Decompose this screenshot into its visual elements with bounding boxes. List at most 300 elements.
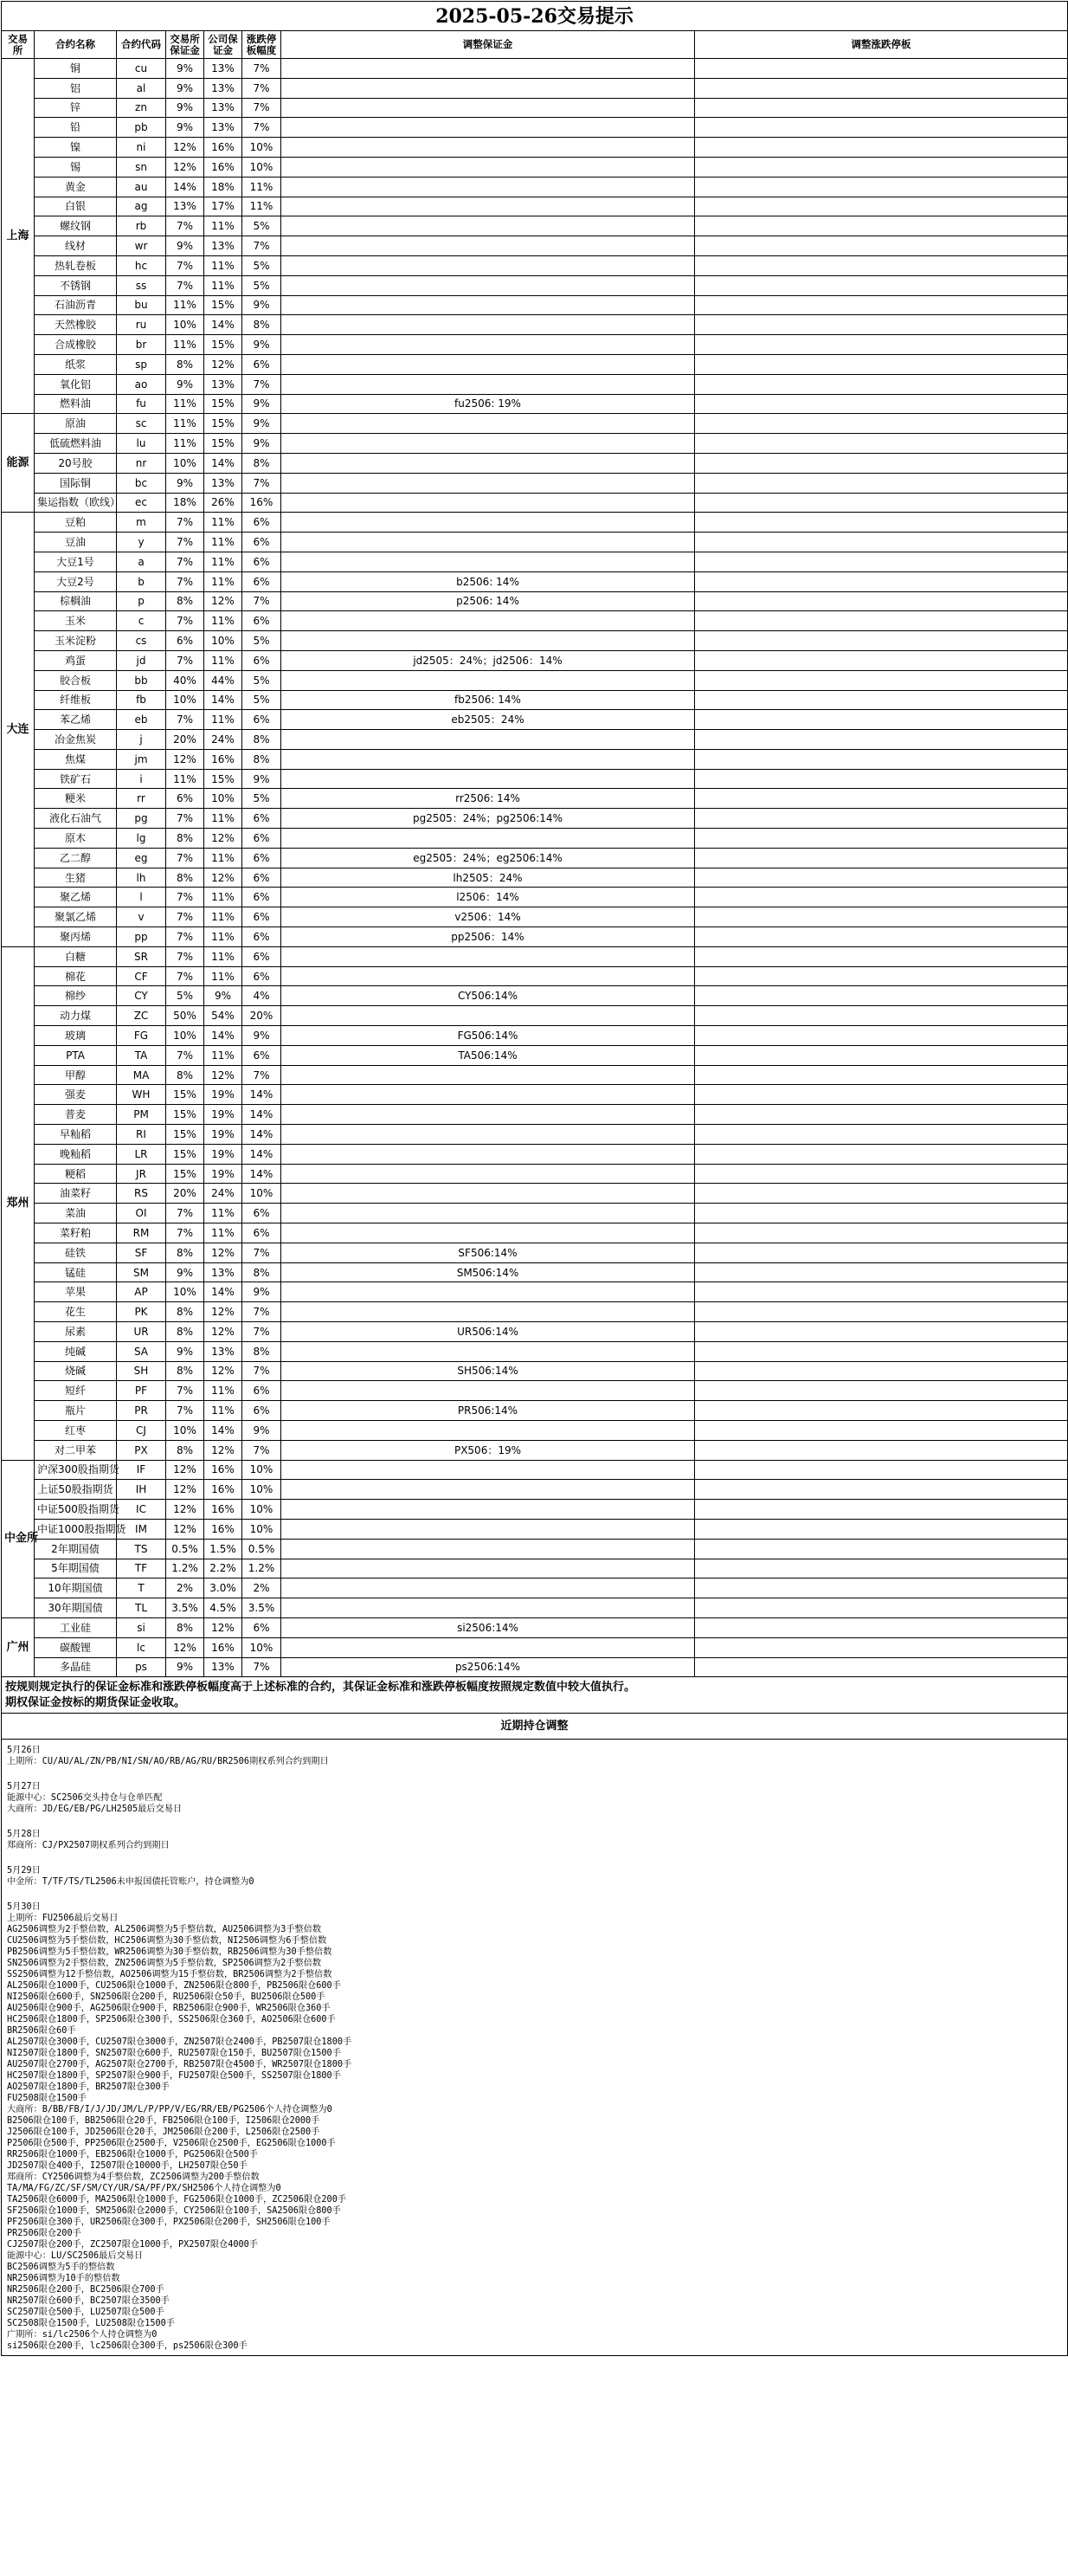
contract-code-cell: sp: [117, 354, 166, 374]
adjusted-limit-cell: [695, 848, 1068, 868]
limit-cell: 7%: [242, 59, 281, 79]
limit-cell: 5%: [242, 631, 281, 651]
exchange-margin-cell: 8%: [166, 1302, 204, 1322]
limit-cell: 8%: [242, 453, 281, 473]
exchange-cell: 中金所: [2, 1460, 35, 1617]
company-margin-cell: 24%: [204, 1184, 242, 1204]
exchange-margin-cell: 12%: [166, 1519, 204, 1539]
table-body: [2, 2, 1068, 2356]
adjusted-margin-cell: p2506: 14%: [281, 591, 695, 611]
contract-name-cell: 棕榈油: [35, 591, 117, 611]
company-margin-cell: 18%: [204, 177, 242, 197]
adjusted-limit-cell: [695, 1598, 1068, 1618]
company-margin-cell: 14%: [204, 315, 242, 335]
limit-cell: 7%: [242, 1302, 281, 1322]
table-row: [2, 1223, 1068, 1243]
table-row: [2, 1125, 1068, 1145]
adjusted-margin-cell: [281, 1598, 695, 1618]
adjusted-margin-cell: rr2506: 14%: [281, 789, 695, 809]
contract-code-cell: T: [117, 1579, 166, 1598]
adjustment-line: NR2507限仓600手，BC2507限仓3500手: [7, 2296, 170, 2307]
adjusted-margin-cell: [281, 295, 695, 315]
adjusted-limit-cell: [695, 78, 1068, 98]
exchange-margin-cell: 11%: [166, 394, 204, 414]
table-row: [2, 1500, 1068, 1520]
limit-cell: 6%: [242, 1401, 281, 1421]
header-limit: 涨跌停板幅度: [242, 31, 281, 59]
table-row: [2, 1341, 1068, 1361]
exchange-margin-cell: 15%: [166, 1085, 204, 1105]
contract-code-cell: RM: [117, 1223, 166, 1243]
adjusted-margin-cell: [281, 354, 695, 374]
contract-name-cell: 铅: [35, 118, 117, 138]
exchange-margin-cell: 8%: [166, 1361, 204, 1381]
contract-name-cell: 中证500股指期货: [35, 1500, 117, 1520]
contract-name-cell: 烧碱: [35, 1361, 117, 1381]
adjusted-limit-cell: [695, 946, 1068, 966]
adjusted-margin-cell: [281, 611, 695, 631]
table-row: [2, 1579, 1068, 1598]
adjustment-line: 郑商所：CY2506调整为4手整倍数，ZC2506调整为200手整倍数: [7, 2172, 260, 2183]
contract-name-cell: 聚乙烯: [35, 888, 117, 907]
company-margin-cell: 13%: [204, 118, 242, 138]
limit-cell: 6%: [242, 611, 281, 631]
company-margin-cell: 13%: [204, 1341, 242, 1361]
contract-name-cell: 工业硅: [35, 1617, 117, 1637]
exchange-margin-cell: 50%: [166, 1006, 204, 1026]
adjusted-margin-cell: lh2505：24%: [281, 868, 695, 888]
contract-name-cell: 菜籽粕: [35, 1223, 117, 1243]
table-row: [2, 513, 1068, 533]
adjusted-margin-cell: [281, 59, 695, 79]
contract-code-cell: ps: [117, 1657, 166, 1677]
adjusted-margin-cell: pg2505：24%；pg2506:14%: [281, 809, 695, 829]
exchange-margin-cell: 40%: [166, 670, 204, 690]
adjusted-margin-cell: si2506:14%: [281, 1617, 695, 1637]
company-margin-cell: 16%: [204, 749, 242, 769]
exchange-margin-cell: 8%: [166, 868, 204, 888]
adjusted-margin-cell: [281, 1559, 695, 1579]
contract-name-cell: 玻璃: [35, 1026, 117, 1046]
table-row: [2, 177, 1068, 197]
adjusted-limit-cell: [695, 986, 1068, 1006]
limit-cell: 14%: [242, 1105, 281, 1125]
adjustment-line: NR2506限仓200手，BC2506限仓700手: [7, 2285, 164, 2295]
adjustment-line: NI2507限仓1800手，SN2507限仓600手，RU2507限仓150手，BU2507限仓1500手: [7, 2049, 341, 2059]
adjusted-limit-cell: [695, 453, 1068, 473]
adjusted-limit-cell: [695, 868, 1068, 888]
adjusted-limit-cell: [695, 1105, 1068, 1125]
contract-name-cell: 苹果: [35, 1282, 117, 1302]
adjusted-limit-cell: [695, 809, 1068, 829]
adjusted-margin-cell: [281, 1144, 695, 1164]
adjustment-line: P2506限仓500手，PP2506限仓2500手，V2506限仓2500手，EG2506限仓1000手: [7, 2139, 336, 2149]
contract-code-cell: pb: [117, 118, 166, 138]
contract-name-cell: 铁矿石: [35, 769, 117, 789]
header-code: 合约代码: [117, 31, 166, 59]
contract-name-cell: 2年期国债: [35, 1539, 117, 1559]
table-row: [2, 473, 1068, 493]
contract-code-cell: ec: [117, 493, 166, 513]
adjusted-limit-cell: [695, 1125, 1068, 1145]
adjusted-margin-cell: [281, 98, 695, 118]
exchange-margin-cell: 14%: [166, 177, 204, 197]
limit-cell: 8%: [242, 315, 281, 335]
exchange-margin-cell: 7%: [166, 927, 204, 947]
company-margin-cell: 11%: [204, 1223, 242, 1243]
company-margin-cell: 14%: [204, 1282, 242, 1302]
contract-name-cell: 聚氯乙烯: [35, 907, 117, 927]
company-margin-cell: 15%: [204, 434, 242, 454]
company-margin-cell: 16%: [204, 1637, 242, 1657]
table-row: [2, 1381, 1068, 1401]
contract-name-cell: 低硫燃料油: [35, 434, 117, 454]
adjusted-margin-cell: [281, 1065, 695, 1085]
limit-cell: 14%: [242, 1164, 281, 1184]
limit-cell: 5%: [242, 255, 281, 275]
exchange-margin-cell: 9%: [166, 98, 204, 118]
adjusted-limit-cell: [695, 591, 1068, 611]
contract-code-cell: al: [117, 78, 166, 98]
contract-code-cell: zn: [117, 98, 166, 118]
adjusted-limit-cell: [695, 1401, 1068, 1421]
limit-cell: 0.5%: [242, 1539, 281, 1559]
adjustment-line: AU2506限仓900手，AG2506限仓900手，RB2506限仓900手，WR2506限仓360手: [7, 2004, 331, 2014]
adjustment-line: HC2506限仓1800手，SP2506限仓300手，SS2506限仓360手，AO2506限仓600手: [7, 2015, 336, 2025]
adjusted-margin-cell: fu2506: 19%: [281, 394, 695, 414]
adjusted-margin-cell: [281, 946, 695, 966]
adjustment-line: CJ2507限仓200手，ZC2507限仓1000手，PX2507限仓4000手: [7, 2240, 258, 2250]
limit-cell: 7%: [242, 1657, 281, 1677]
contract-code-cell: RI: [117, 1125, 166, 1145]
company-margin-cell: 12%: [204, 1361, 242, 1381]
contract-code-cell: nr: [117, 453, 166, 473]
company-margin-cell: 11%: [204, 533, 242, 552]
adjustment-line: 大商所：B/BB/FB/I/J/JD/JM/L/P/PP/V/EG/RR/EB/PG2506个人持仓调整为0: [7, 2105, 332, 2115]
contract-code-cell: l: [117, 888, 166, 907]
table-row: [2, 1519, 1068, 1539]
adjustment-line: 郑商所：CJ/PX2507期权系列合约到期日: [7, 1841, 170, 1851]
header-adj-margin: 调整保证金: [281, 31, 695, 59]
contract-code-cell: SF: [117, 1243, 166, 1262]
table-row: [2, 1085, 1068, 1105]
recent-adjustments-body: [2, 1740, 1068, 2356]
contract-code-cell: cu: [117, 59, 166, 79]
contract-name-cell: 集运指数（欧线）: [35, 493, 117, 513]
contract-name-cell: 大豆2号: [35, 571, 117, 591]
adjustment-line: AO2507限仓1800手，BR2507限仓300手: [7, 2082, 170, 2093]
adjusted-margin-cell: [281, 216, 695, 236]
exchange-margin-cell: 10%: [166, 1026, 204, 1046]
table-row: [2, 946, 1068, 966]
exchange-margin-cell: 7%: [166, 888, 204, 907]
company-margin-cell: 16%: [204, 1460, 242, 1480]
company-margin-cell: 11%: [204, 848, 242, 868]
contract-name-cell: 硅铁: [35, 1243, 117, 1262]
contract-code-cell: bb: [117, 670, 166, 690]
adjusted-margin-cell: [281, 1500, 695, 1520]
exchange-margin-cell: 13%: [166, 197, 204, 216]
contract-name-cell: 白银: [35, 197, 117, 216]
company-margin-cell: 3.0%: [204, 1579, 242, 1598]
adjusted-margin-cell: [281, 1381, 695, 1401]
adjusted-margin-cell: eg2505：24%；eg2506:14%: [281, 848, 695, 868]
page-title: 2025-05-26交易提示: [2, 2, 1068, 31]
limit-cell: 10%: [242, 1480, 281, 1500]
contract-code-cell: AP: [117, 1282, 166, 1302]
company-margin-cell: 15%: [204, 394, 242, 414]
contract-code-cell: LR: [117, 1144, 166, 1164]
adjustment-line: CU2506调整为5手整倍数，HC2506调整为30手整倍数，NI2506调整为6手整倍数: [7, 1936, 327, 1947]
contract-code-cell: lu: [117, 434, 166, 454]
limit-cell: 6%: [242, 552, 281, 571]
exchange-margin-cell: 5%: [166, 986, 204, 1006]
exchange-margin-cell: 6%: [166, 789, 204, 809]
adjusted-limit-cell: [695, 434, 1068, 454]
contract-name-cell: 晚籼稻: [35, 1144, 117, 1164]
adjusted-limit-cell: [695, 1480, 1068, 1500]
adjusted-limit-cell: [695, 275, 1068, 295]
table-row: [2, 571, 1068, 591]
contract-code-cell: bu: [117, 295, 166, 315]
adjusted-limit-cell: [695, 907, 1068, 927]
contract-name-cell: 线材: [35, 236, 117, 256]
company-margin-cell: 13%: [204, 473, 242, 493]
contract-code-cell: pg: [117, 809, 166, 829]
contract-name-cell: 上证50股指期货: [35, 1480, 117, 1500]
contract-code-cell: MA: [117, 1065, 166, 1085]
company-margin-cell: 2.2%: [204, 1559, 242, 1579]
table-row: [2, 1204, 1068, 1223]
contract-code-cell: sc: [117, 414, 166, 434]
adjusted-margin-cell: [281, 1184, 695, 1204]
company-margin-cell: 16%: [204, 1480, 242, 1500]
table-row: [2, 197, 1068, 216]
exchange-margin-cell: 7%: [166, 650, 204, 670]
table-row: [2, 1144, 1068, 1164]
company-margin-cell: 11%: [204, 513, 242, 533]
company-margin-cell: 19%: [204, 1125, 242, 1145]
adjusted-margin-cell: UR506:14%: [281, 1322, 695, 1342]
exchange-margin-cell: 20%: [166, 1184, 204, 1204]
adjusted-limit-cell: [695, 571, 1068, 591]
adjusted-limit-cell: [695, 927, 1068, 947]
limit-cell: 6%: [242, 966, 281, 986]
table-row: [2, 710, 1068, 730]
adjusted-margin-cell: [281, 769, 695, 789]
limit-cell: 10%: [242, 1637, 281, 1657]
adjustment-line: SN2506调整为2手整倍数，ZN2506调整为5手整倍数，SP2506调整为2手整倍数: [7, 1959, 322, 1969]
contract-name-cell: 30年期国债: [35, 1598, 117, 1618]
adjusted-margin-cell: [281, 1085, 695, 1105]
header-ex-margin: 交易所保证金: [166, 31, 204, 59]
adjusted-margin-cell: [281, 829, 695, 849]
contract-name-cell: 棉花: [35, 966, 117, 986]
contract-code-cell: lh: [117, 868, 166, 888]
limit-cell: 6%: [242, 533, 281, 552]
company-margin-cell: 15%: [204, 769, 242, 789]
adjustment-line: NI2506限仓600手，SN2506限仓200手，RU2506限仓50手，BU2506限仓500手: [7, 1992, 325, 2003]
exchange-margin-cell: 8%: [166, 1322, 204, 1342]
contract-name-cell: 原木: [35, 829, 117, 849]
limit-cell: 7%: [242, 591, 281, 611]
adjustment-line: 上期所：CU/AU/AL/ZN/PB/NI/SN/AO/RB/AG/RU/BR2506期权系列合约到期日: [7, 1757, 329, 1767]
adjusted-margin-cell: [281, 749, 695, 769]
rules-note-line: 按规则规定执行的保证金标准和涨跌停板幅度高于上述标准的合约，其保证金标准和涨跌停板幅度按照规定数值中较大值执行。: [5, 1680, 636, 1694]
adjusted-limit-cell: [695, 177, 1068, 197]
adjusted-limit-cell: [695, 1579, 1068, 1598]
exchange-margin-cell: 7%: [166, 552, 204, 571]
contract-code-cell: TF: [117, 1559, 166, 1579]
contract-code-cell: m: [117, 513, 166, 533]
adjustment-line: 能源中心：SC2506交头持仓与仓单匹配: [7, 1793, 163, 1804]
limit-cell: 7%: [242, 1243, 281, 1262]
contract-code-cell: eg: [117, 848, 166, 868]
table-row: [2, 848, 1068, 868]
limit-cell: 5%: [242, 670, 281, 690]
exchange-margin-cell: 7%: [166, 1401, 204, 1421]
adjusted-margin-cell: [281, 670, 695, 690]
table-row: [2, 1026, 1068, 1046]
adjustment-line: AL2507限仓3000手，CU2507限仓3000手，ZN2507限仓2400手，PB2507限仓1800手: [7, 2037, 352, 2048]
contract-code-cell: RS: [117, 1184, 166, 1204]
exchange-margin-cell: 10%: [166, 453, 204, 473]
contract-code-cell: ag: [117, 197, 166, 216]
limit-cell: 20%: [242, 1006, 281, 1026]
exchange-margin-cell: 15%: [166, 1125, 204, 1145]
limit-cell: 11%: [242, 197, 281, 216]
table-row: [2, 434, 1068, 454]
company-margin-cell: 12%: [204, 1617, 242, 1637]
adjusted-limit-cell: [695, 533, 1068, 552]
adjusted-margin-cell: [281, 374, 695, 394]
contract-name-cell: 冶金焦炭: [35, 730, 117, 750]
company-margin-cell: 12%: [204, 591, 242, 611]
contract-code-cell: si: [117, 1617, 166, 1637]
table-row: [2, 809, 1068, 829]
company-margin-cell: 11%: [204, 907, 242, 927]
adjustment-line: J2506限仓100手，JD2506限仓20手，JM2506限仓200手，L2506限仓2500手: [7, 2127, 320, 2138]
contract-code-cell: PK: [117, 1302, 166, 1322]
contract-code-cell: ru: [117, 315, 166, 335]
limit-cell: 6%: [242, 907, 281, 927]
exchange-margin-cell: 8%: [166, 591, 204, 611]
adjusted-margin-cell: fb2506: 14%: [281, 690, 695, 710]
adjusted-limit-cell: [695, 1381, 1068, 1401]
exchange-margin-cell: 7%: [166, 255, 204, 275]
recent-body-row: [2, 1740, 1068, 2356]
limit-cell: 9%: [242, 335, 281, 355]
adjusted-margin-cell: [281, 1164, 695, 1184]
limit-cell: 10%: [242, 1184, 281, 1204]
table-row: [2, 1460, 1068, 1480]
exchange-margin-cell: 9%: [166, 473, 204, 493]
exchange-margin-cell: 10%: [166, 1282, 204, 1302]
contract-name-cell: 锡: [35, 157, 117, 177]
company-margin-cell: 24%: [204, 730, 242, 750]
limit-cell: 6%: [242, 809, 281, 829]
table-row: [2, 1637, 1068, 1657]
table-row: [2, 315, 1068, 335]
adjusted-margin-cell: ps2506:14%: [281, 1657, 695, 1677]
adjusted-limit-cell: [695, 1006, 1068, 1026]
adjusted-limit-cell: [695, 513, 1068, 533]
company-margin-cell: 12%: [204, 1243, 242, 1262]
adjusted-margin-cell: PX506：19%: [281, 1440, 695, 1460]
adjusted-limit-cell: [695, 1500, 1068, 1520]
adjustment-date-block: [7, 1901, 1062, 2352]
adjusted-margin-cell: [281, 1223, 695, 1243]
exchange-margin-cell: 7%: [166, 946, 204, 966]
table-row: [2, 275, 1068, 295]
adjustment-line: BR2506限仓60手: [7, 2026, 76, 2037]
contract-code-cell: fu: [117, 394, 166, 414]
company-margin-cell: 12%: [204, 1322, 242, 1342]
exchange-margin-cell: 7%: [166, 1045, 204, 1065]
adjusted-margin-cell: [281, 1637, 695, 1657]
company-margin-cell: 14%: [204, 1420, 242, 1440]
contract-code-cell: PM: [117, 1105, 166, 1125]
adjusted-margin-cell: TA506:14%: [281, 1045, 695, 1065]
contract-code-cell: WH: [117, 1085, 166, 1105]
table-row: [2, 1401, 1068, 1421]
adjusted-limit-cell: [695, 1065, 1068, 1085]
adjusted-margin-cell: [281, 1579, 695, 1598]
adjusted-limit-cell: [695, 1262, 1068, 1282]
adjusted-margin-cell: [281, 730, 695, 750]
adjusted-margin-cell: [281, 255, 695, 275]
company-margin-cell: 54%: [204, 1006, 242, 1026]
company-margin-cell: 13%: [204, 78, 242, 98]
exchange-cell: 大连: [2, 513, 35, 947]
contract-name-cell: 合成橡胶: [35, 335, 117, 355]
adjusted-margin-cell: [281, 414, 695, 434]
company-margin-cell: 19%: [204, 1164, 242, 1184]
contract-name-cell: 铜: [35, 59, 117, 79]
contract-name-cell: 菜油: [35, 1204, 117, 1223]
limit-cell: 6%: [242, 513, 281, 533]
limit-cell: 7%: [242, 118, 281, 138]
adjusted-limit-cell: [695, 236, 1068, 256]
table-row: [2, 749, 1068, 769]
adjusted-margin-cell: [281, 1460, 695, 1480]
contract-name-cell: 中证1000股指期货: [35, 1519, 117, 1539]
contract-code-cell: lg: [117, 829, 166, 849]
adjusted-limit-cell: [695, 650, 1068, 670]
adjusted-limit-cell: [695, 1559, 1068, 1579]
company-margin-cell: 19%: [204, 1105, 242, 1125]
adjusted-limit-cell: [695, 730, 1068, 750]
adjusted-margin-cell: [281, 1539, 695, 1559]
contract-code-cell: sn: [117, 157, 166, 177]
adjusted-limit-cell: [695, 749, 1068, 769]
adjusted-limit-cell: [695, 1440, 1068, 1460]
contract-code-cell: p: [117, 591, 166, 611]
limit-cell: 5%: [242, 690, 281, 710]
contract-code-cell: PR: [117, 1401, 166, 1421]
exchange-margin-cell: 8%: [166, 1243, 204, 1262]
adjusted-limit-cell: [695, 1460, 1068, 1480]
adjusted-limit-cell: [695, 157, 1068, 177]
contract-name-cell: PTA: [35, 1045, 117, 1065]
contract-code-cell: SA: [117, 1341, 166, 1361]
contract-code-cell: wr: [117, 236, 166, 256]
table-row: [2, 1559, 1068, 1579]
adjusted-limit-cell: [695, 1243, 1068, 1262]
adjustment-line: si2506限仓200手，lc2506限仓300手，ps2506限仓300手: [7, 2341, 248, 2352]
contract-name-cell: 国际铜: [35, 473, 117, 493]
contract-name-cell: 锌: [35, 98, 117, 118]
